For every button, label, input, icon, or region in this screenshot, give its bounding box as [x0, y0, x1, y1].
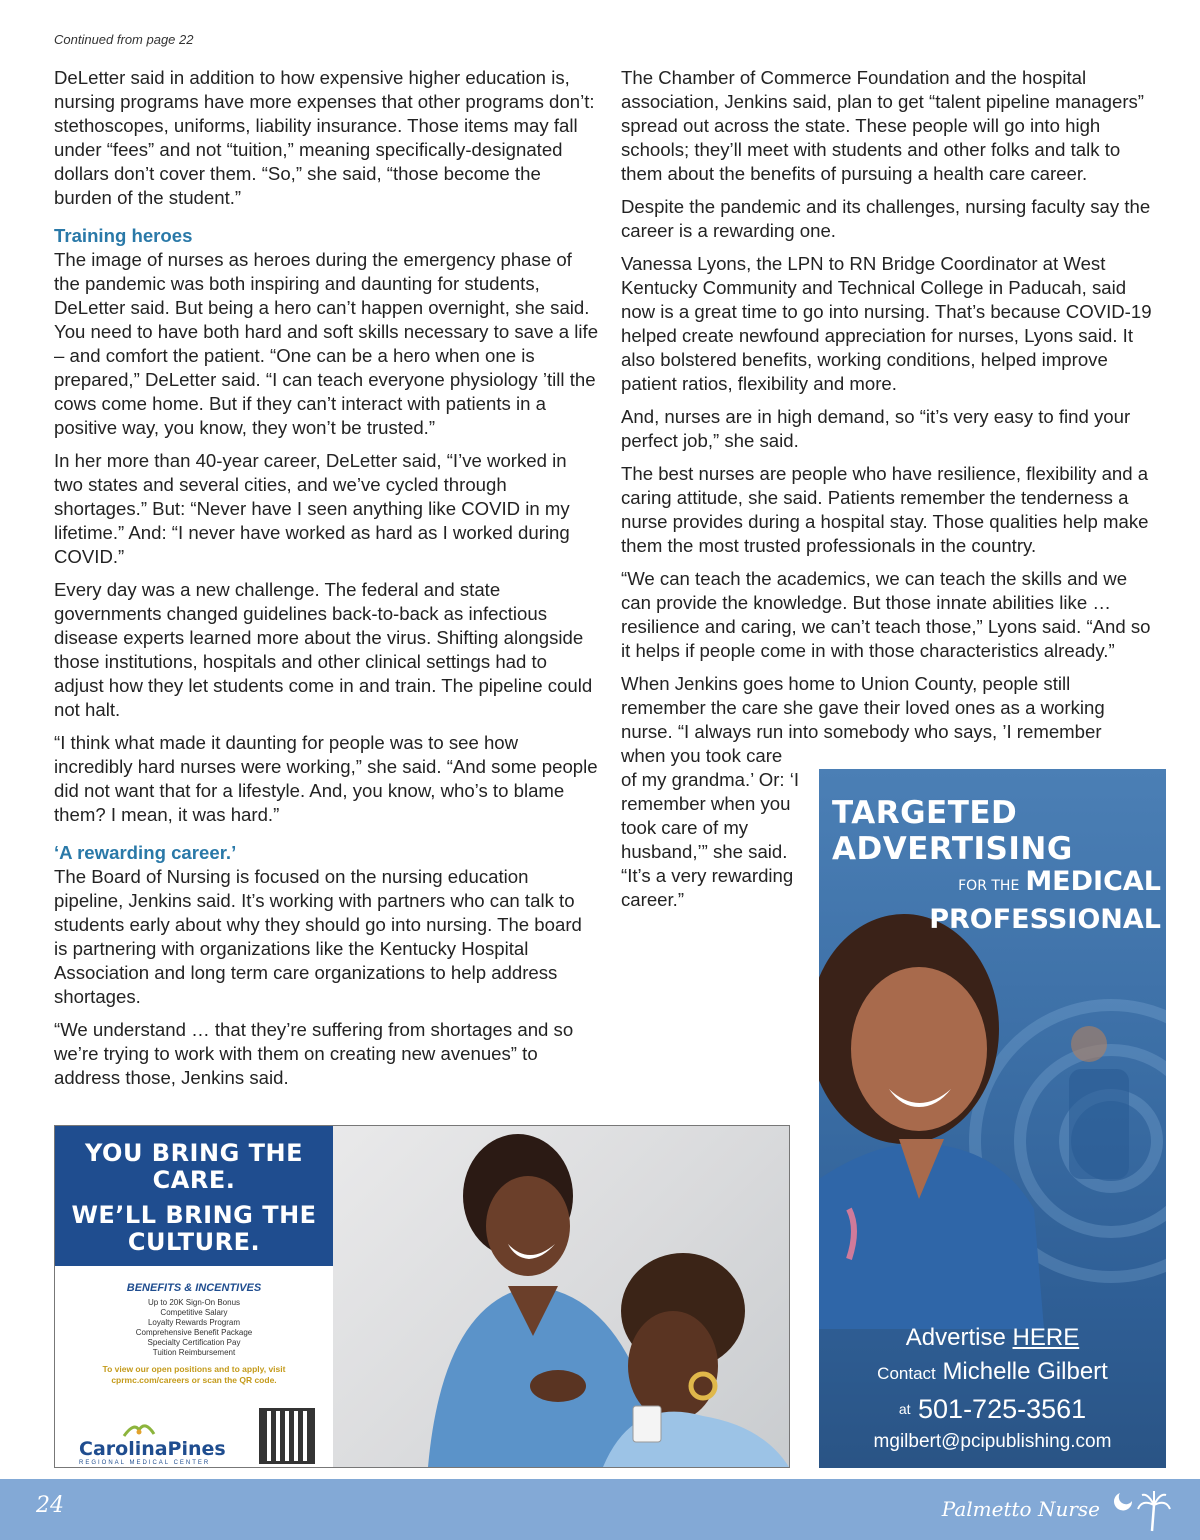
- logo-name: CarolinaPines: [79, 1438, 226, 1460]
- ad-subtitle: [929, 865, 1161, 936]
- ad-contact-block: [819, 1321, 1166, 1457]
- continued-note: Continued from page 22: [54, 32, 194, 47]
- benefit-item: Specialty Certification Pay: [147, 1338, 241, 1347]
- advertise-here-link[interactable]: HERE: [1012, 1324, 1080, 1351]
- carolina-pines-ad[interactable]: [54, 1125, 790, 1468]
- publication-name: Palmetto Nurse: [941, 1497, 1100, 1521]
- targeted-advertising-ad[interactable]: [819, 769, 1166, 1468]
- paragraph-narrow: when you took care of my grandma.’ Or: ‘I remember when you took care of my husband,’” she said. “It’s a very rewarding career.”: [621, 745, 800, 910]
- nurse-photo: [333, 1126, 789, 1467]
- page-footer: [0, 1479, 1200, 1540]
- paragraph: Vanessa Lyons, the LPN to RN Bridge Coordinator at West Kentucky Community and Technical College in Paducah, said now is a great time to go into nursing. That’s because COVID-19 helped create newfound appreciation for nurses, Lyons said. It also bolstered benefits, working conditions, helped improve patient ratios, flexibility and more.: [621, 253, 1152, 394]
- paragraph: “We understand … that they’re suffering from shortages and so we’re trying to work with them on creating new avenues” to address those, Jenkins said.: [54, 1019, 574, 1088]
- benefit-item: Competitive Salary: [160, 1308, 228, 1317]
- palm-leaf-icon: [119, 1420, 159, 1438]
- ad-headline-block: [55, 1126, 333, 1266]
- paragraph: “We can teach the academics, we can teach the skills and we can provide the knowledge. But those innate abilities like … resilience and caring, we can’t teach those,” Lyons said. “And so it helps if people come in with those characteristics already.”: [621, 568, 1151, 661]
- contact-label: Contact: [877, 1364, 936, 1383]
- at-label: at: [898, 1401, 911, 1417]
- carolina-pines-logo: [79, 1420, 226, 1466]
- benefit-item: Comprehensive Benefit Package: [135, 1328, 253, 1337]
- paragraph: When Jenkins goes home to Union County, people still remember the care she gave their loved ones as a working nurse. “I always run into somebody who says, ’I remember: [621, 673, 1105, 742]
- qr-code[interactable]: [259, 1408, 315, 1464]
- advertise-line: [819, 1321, 1166, 1355]
- ad-title-line: ADVERTISING: [832, 831, 1073, 867]
- phone-number[interactable]: 501-725-3561: [918, 1394, 1087, 1424]
- left-column: [54, 66, 599, 1099]
- benefits-title: BENEFITS & INCENTIVES: [126, 1282, 262, 1294]
- paragraph: And, nurses are in high demand, so “it’s very easy to find your perfect job,” she said.: [621, 406, 1131, 451]
- paragraph: DeLetter said in addition to how expensive higher education is, nursing programs have more expenses that other programs don’t: stethoscopes, uniforms, liability insurance. Those items may fall under “fees” and not “tuition,” meaning specifically-designated dollars don’t cover them. “So,” she said, “those become the burden of the student.”: [54, 67, 595, 208]
- email-link[interactable]: mgilbert@pcipublishing.com: [873, 1431, 1112, 1452]
- paragraph: The best nurses are people who have resilience, flexibility and a caring attitude, she said. Patients remember the tenderness a nurse provides during a hospital stay. Those qualities help make them the most trusted professionals in the country.: [621, 463, 1149, 556]
- paragraph: Every day was a new challenge. The federal and state governments changed guidelines back-to-back as infectious disease experts learned more about the virus. Shifting alongside those institutions, hospitals and other clinical settings had to adjust how they let students come in and train. The pipeline could not halt.: [54, 579, 593, 720]
- benefits-list: [55, 1298, 333, 1358]
- ad-subtitle-line: MEDICAL: [1025, 866, 1161, 897]
- page-number: 24: [36, 1493, 64, 1518]
- paragraph: In her more than 40-year career, DeLetter said, “I’ve worked in two states and several cities, and we’ve cycled through shortages.” But: “Never have I seen anything like COVID in my lifetime.” And: “I never have worked as hard as I worked during COVID.”: [54, 450, 570, 567]
- phone-line: [819, 1391, 1166, 1427]
- paragraph: The image of nurses as heroes during the emergency phase of the pandemic was both inspiring and daunting for students, DeLetter said. But being a hero can’t happen overnight, she said. You need to have both hard and soft skills necessary to save a life – and comfort the patient. “One can be a hero when one is prepared,” DeLetter said. “I can teach everyone physiology ’till the cows come home. But if they can’t interact with patients in a positive way, you know, they won’t be trusted.”: [54, 249, 599, 438]
- contact-line: [819, 1355, 1166, 1391]
- ad-text-panel: [55, 1126, 333, 1467]
- subheading: ‘A rewarding career.’: [54, 842, 237, 863]
- subheading: Training heroes: [54, 225, 193, 246]
- paragraph: The Board of Nursing is focused on the nursing education pipeline, Jenkins said. It’s working with partners who can talk to students early about why they should go into nursing. The board is partnering with organizations like the Kentucky Hospital Association and long term care organizations to help address shortages.: [54, 866, 582, 1007]
- ad-title: [832, 795, 1073, 867]
- paragraph: “I think what made it daunting for people was to see how incredibly hard nurses were working,” she said. “And some people did not want that for a lifestyle. And, you know, who’s to blame them? I mean, it was hard.”: [54, 732, 598, 825]
- logo-subtitle: REGIONAL MEDICAL CENTER: [79, 1460, 211, 1466]
- ad-call-to-action[interactable]: To view our open positions and to apply, visit cprmc.com/careers or scan the QR code.: [102, 1364, 286, 1385]
- benefit-item: Up to 20K Sign-On Bonus: [147, 1298, 241, 1307]
- palmetto-moon-icon: [1112, 1487, 1172, 1533]
- benefit-item: Loyalty Rewards Program: [147, 1318, 241, 1327]
- ad-headline: YOU BRING THE CARE.: [85, 1139, 303, 1194]
- nurse-photo: [819, 909, 1166, 1329]
- ad-headline: WE’LL BRING THE CULTURE.: [71, 1201, 317, 1256]
- paragraph: The Chamber of Commerce Foundation and the hospital association, Jenkins said, plan to get “talent pipeline managers” spread out across the state. These people will go into high schools; they’ll meet with students and other folks and talk to them about the benefits of pursuing a health care career.: [621, 67, 1144, 184]
- for-the-label: FOR THE: [958, 878, 1020, 894]
- ad-title-line: TARGETED: [832, 795, 1018, 831]
- paragraph: Despite the pandemic and its challenges, nursing faculty say the career is a rewarding one.: [621, 196, 1151, 241]
- benefit-item: Tuition Reimbursement: [152, 1348, 236, 1357]
- advertise-label: Advertise: [905, 1324, 1006, 1351]
- contact-name: Michelle Gilbert: [942, 1358, 1108, 1385]
- ad-subtitle-line: PROFESSIONAL: [929, 904, 1161, 935]
